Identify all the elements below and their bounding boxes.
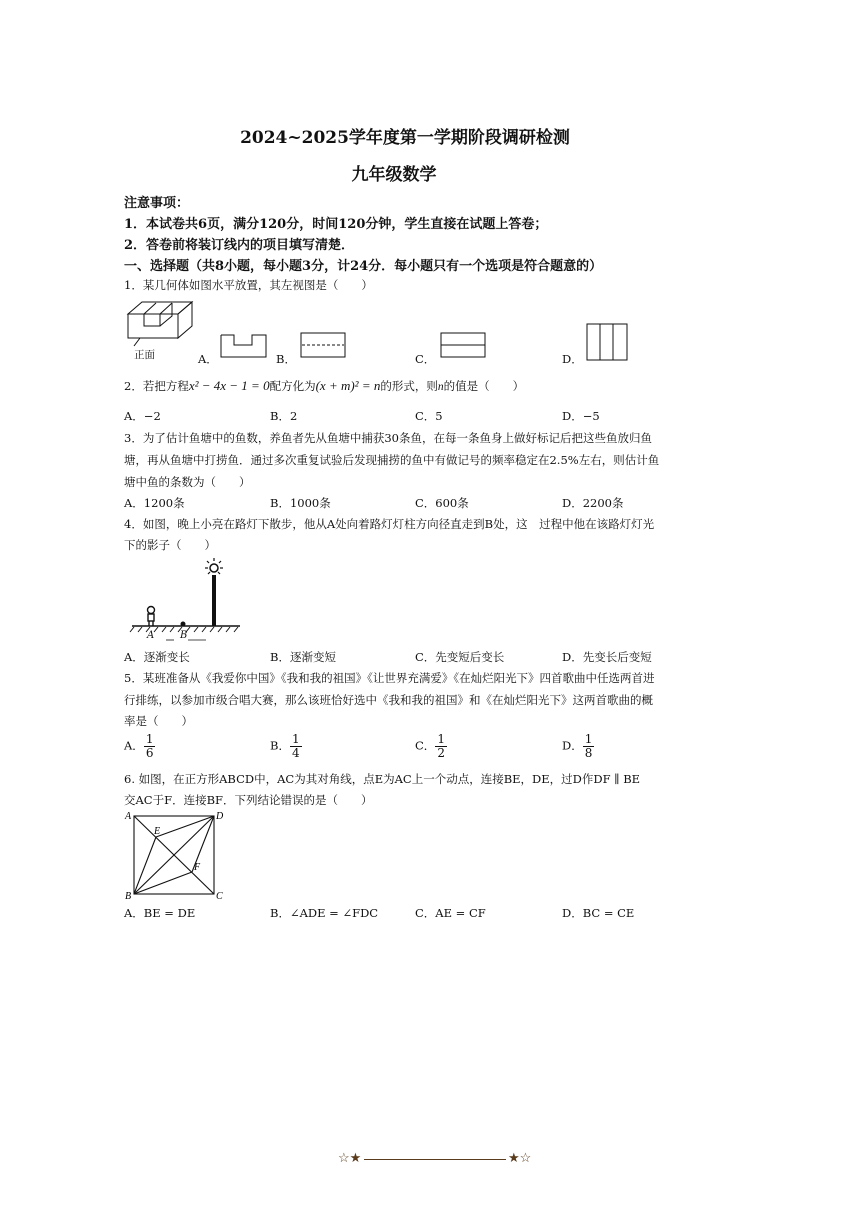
q2-stem — [124, 378, 524, 394]
q1-front-label: 正面 — [134, 349, 155, 361]
section-heading: 一、选择题（共8小题，每小题3分，计24分．每小题只有一个选项是符合题意的） — [124, 259, 603, 274]
q1-option-a-label[interactable]: A． — [198, 352, 218, 366]
q4-option-d[interactable]: D．先变长后变短 — [562, 650, 652, 664]
q5-option-b-label: B． — [270, 738, 290, 753]
q5-option-c-numerator: 1 — [437, 732, 445, 746]
q5-line-2: 行排练，以参加市级合唱大赛，那么该班恰好选中《我和我的祖国》和《在灿烂阳光下》这两首歌曲的概 — [124, 693, 653, 707]
q5-option-b-numerator: 1 — [291, 732, 300, 746]
q5-option-d[interactable] — [562, 733, 594, 760]
q2-option-b[interactable]: B．2 — [270, 409, 298, 423]
q2-option-d[interactable]: D．−5 — [562, 409, 600, 423]
q6-label-f: F — [194, 862, 201, 873]
q2-stem-d: 的值是（ ） — [443, 379, 525, 393]
q5-option-a[interactable] — [124, 733, 155, 760]
q5-line-1: 5．某班准备从《我爱你中国》《我和我的祖国》《让世界充满爱》《在灿烂阳光下》四首歌曲中任选两首进 — [124, 671, 655, 685]
q6-label-e: E — [154, 826, 161, 837]
q4-option-a[interactable]: A．逐渐变长 — [124, 650, 190, 664]
q4-option-b[interactable]: B．逐渐变短 — [270, 650, 336, 664]
q2-stem-c: 的形式，则 — [380, 379, 438, 393]
q3-option-b[interactable]: B．1000条 — [270, 496, 331, 510]
q5-option-d-numerator: 1 — [584, 732, 593, 746]
notice-item-2: 2．答卷前将装订线内的项目填写清楚． — [124, 238, 355, 253]
q5-option-d-fraction — [583, 733, 595, 760]
q4-point-a-label: A — [147, 630, 155, 641]
q5-line-3: 率是（ ） — [124, 714, 193, 728]
notice-item-1: 1．本试卷共6页，满分120分，时间120分钟，学生直接在试题上答卷； — [124, 217, 548, 232]
footer-stars-left: ☆★ — [338, 1151, 362, 1166]
q5-option-b[interactable] — [270, 733, 302, 760]
q5-option-a-numerator: 1 — [145, 732, 154, 746]
q6-label-b: B — [125, 891, 132, 902]
q6-option-a[interactable]: A．BE = DE — [124, 906, 196, 920]
q3-option-d[interactable]: D．2200条 — [562, 496, 624, 510]
q2-stem-a: 2．若把方程 — [124, 379, 189, 393]
q3-option-a[interactable]: A．1200条 — [124, 496, 185, 510]
q3-option-c[interactable]: C．600条 — [415, 496, 469, 510]
q6-label-d: D — [216, 811, 224, 822]
q2-stem-b: 配方化为 — [269, 379, 316, 393]
q5-option-a-label: A． — [124, 738, 144, 753]
q5-option-d-denominator: 8 — [584, 746, 593, 760]
footer-divider — [364, 1159, 506, 1160]
q1-option-c-label[interactable]: C． — [415, 352, 436, 366]
q4-line-1: 4．如图，晚上小亮在路灯下散步，他从A处向着路灯灯柱方向径直走到B处，这 过程中他在该路灯灯光 — [124, 517, 655, 531]
q6-option-c[interactable]: C．AE = CF — [415, 906, 486, 920]
q5-option-c[interactable] — [415, 733, 447, 760]
q5-option-c-label: C． — [415, 738, 436, 753]
q2-option-c[interactable]: C．5 — [415, 409, 443, 423]
q5-option-b-denominator: 4 — [291, 746, 300, 760]
q6-option-b[interactable]: B．∠ADE = ∠FDC — [270, 906, 379, 920]
q6-line-1: 6. 如图，在正方形ABCD中，AC为其对角线，点E为AC上一个动点，连接BE，DE，过D作DF ∥ BE — [124, 772, 641, 786]
q1-option-b-label[interactable]: B． — [276, 352, 296, 366]
q3-line-1: 3．为了估计鱼塘中的鱼数，养鱼者先从鱼塘中捕获30条鱼，在每一条鱼身上做好标记后把这些鱼放归鱼 — [124, 431, 652, 445]
q2-form: (x + m)² = n — [315, 378, 381, 393]
q3-line-3: 塘中鱼的条数为（ ） — [124, 475, 251, 489]
q1-option-c-figure[interactable] — [440, 332, 486, 358]
q1-option-a-figure[interactable] — [220, 333, 268, 359]
q6-line-2: 交AC于F．连接BF．下列结论错误的是（ ） — [124, 793, 373, 807]
q2-option-a[interactable]: A．−2 — [124, 409, 161, 423]
exam-title: 2024~2025学年度第一学期阶段调研检测 — [240, 128, 570, 148]
q4-option-c[interactable]: C．先变短后变长 — [415, 650, 505, 664]
q5-option-b-fraction — [290, 733, 302, 760]
exam-subject: 九年级数学 — [351, 165, 437, 185]
q5-option-c-fraction — [435, 733, 447, 760]
q5-option-a-denominator: 6 — [145, 746, 154, 760]
q4-point-b-label: B — [180, 630, 188, 641]
q5-option-a-fraction — [144, 733, 156, 760]
q6-label-a: A — [125, 811, 132, 822]
q3-line-2: 塘，再从鱼塘中打捞鱼．通过多次重复试验后发现捕捞的鱼中有做记号的频率稳定在2.5%左右，则估计鱼 — [124, 453, 660, 467]
q6-option-d[interactable]: D．BC = CE — [562, 906, 635, 920]
q4-line-2: 下的影子（ ） — [124, 538, 216, 552]
notice-heading: 注意事项： — [124, 196, 190, 211]
q2-equation: x² − 4x − 1 = 0 — [188, 378, 270, 393]
q1-option-d-label[interactable]: D． — [562, 352, 583, 366]
q1-option-d-figure[interactable] — [586, 323, 628, 361]
q2-var-n: n — [437, 381, 444, 393]
q6-square-figure — [124, 810, 224, 902]
footer-stars-right: ★☆ — [508, 1151, 532, 1166]
q1-stem: 1．某几何体如图水平放置，其左视图是（ ） — [124, 278, 373, 292]
q6-label-c: C — [216, 891, 223, 902]
q5-option-d-label: D． — [562, 738, 583, 753]
q5-option-c-denominator: 2 — [437, 746, 445, 760]
q1-option-b-figure[interactable] — [300, 332, 346, 358]
